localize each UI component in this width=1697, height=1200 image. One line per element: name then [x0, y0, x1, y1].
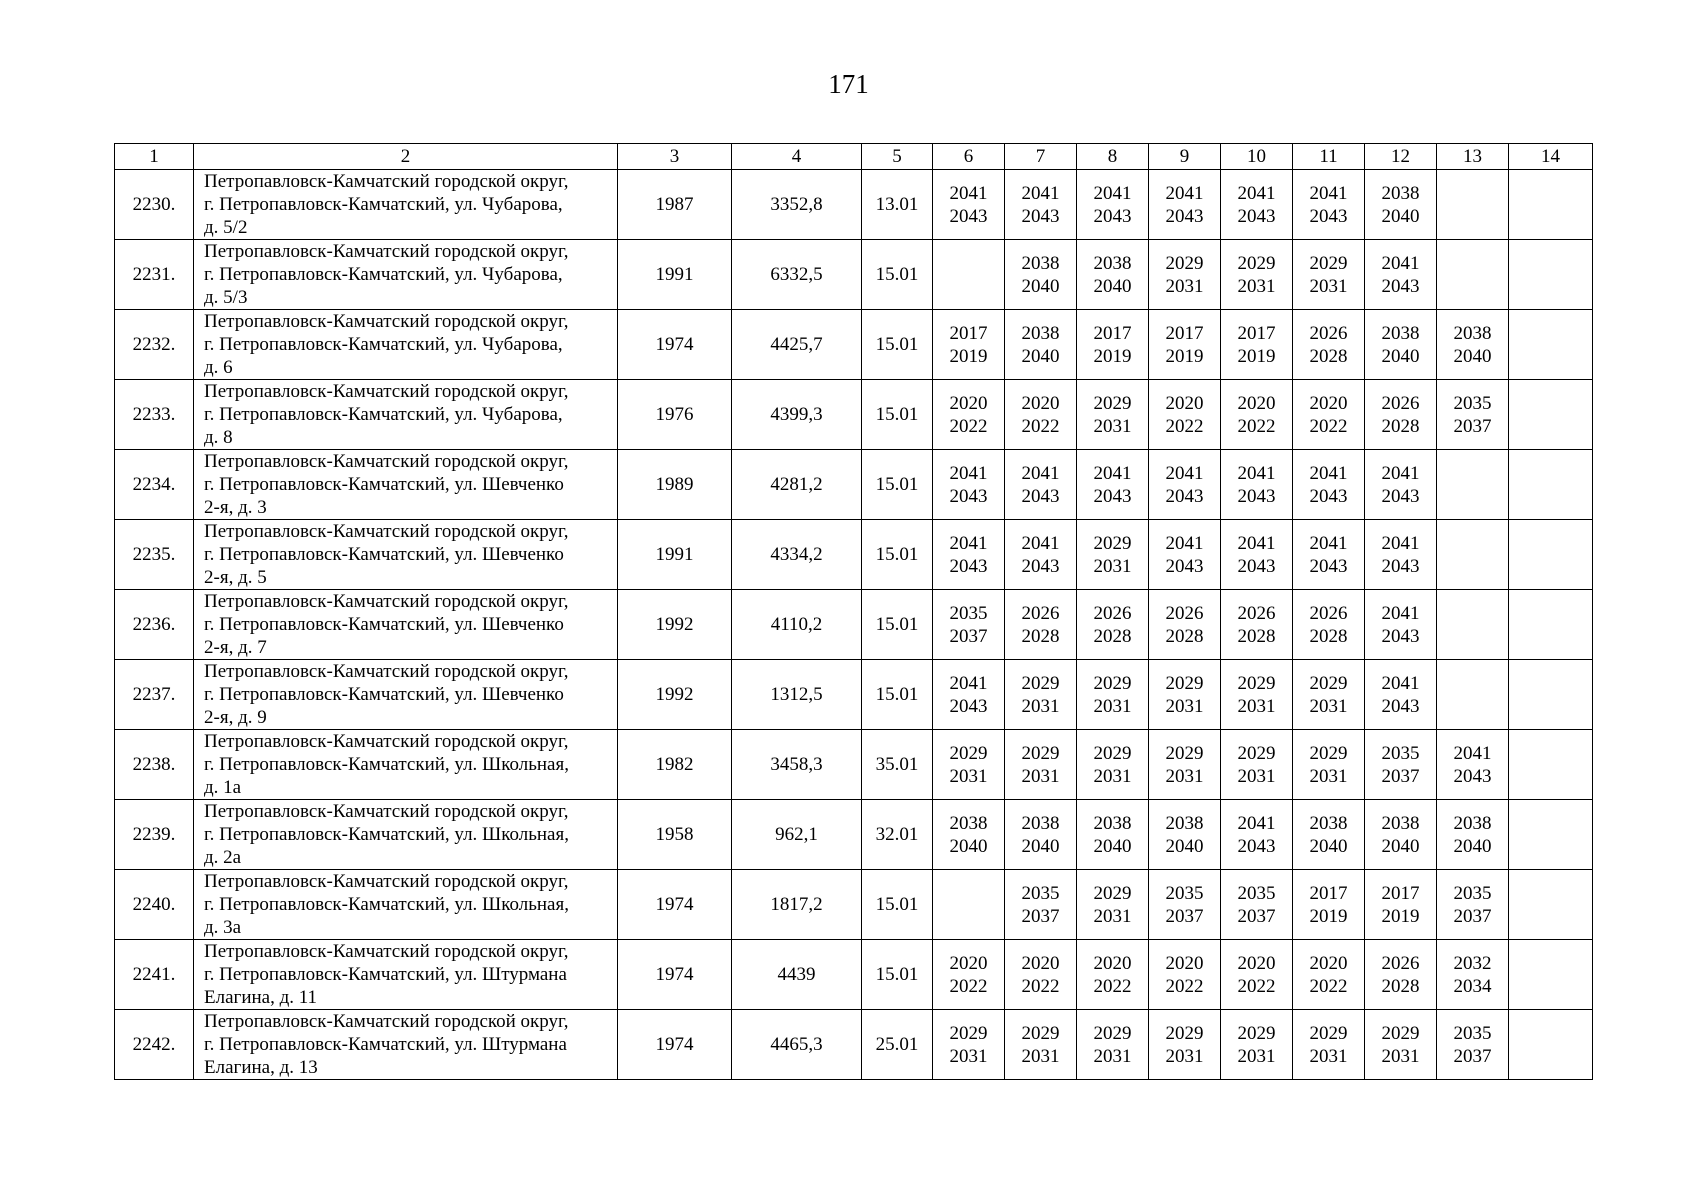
address-cell: Петропавловск-Камчатский городской округ, г. Петропавловск-Камчатский, ул. Шевченко 2-я, д. 5	[194, 520, 618, 590]
work-period-cell: 2041 2043	[1365, 520, 1437, 590]
work-period-cell: 2035 2037	[1437, 380, 1509, 450]
area-cell: 4281,2	[732, 450, 862, 520]
work-period-cell	[1509, 800, 1593, 870]
work-period-cell: 2041 2043	[1365, 450, 1437, 520]
work-period-cell: 2041 2043	[1005, 170, 1077, 240]
work-period-cell: 2035 2037	[1437, 1010, 1509, 1080]
year-built-cell: 1958	[618, 800, 732, 870]
work-period-cell: 2020 2022	[1221, 380, 1293, 450]
work-period-cell: 2038 2040	[1365, 310, 1437, 380]
work-period-cell: 2029 2031	[1005, 1010, 1077, 1080]
code-cell: 15.01	[862, 240, 933, 310]
year-built-cell: 1974	[618, 940, 732, 1010]
work-period-cell: 2038 2040	[1365, 170, 1437, 240]
table-row	[115, 450, 1593, 520]
work-period-cell: 2035 2037	[1365, 730, 1437, 800]
table-row	[115, 520, 1593, 590]
code-cell: 35.01	[862, 730, 933, 800]
work-period-cell: 2026 2028	[1293, 310, 1365, 380]
address-cell: Петропавловск-Камчатский городской округ, г. Петропавловск-Камчатский, ул. Штурмана Елагина, д. 11	[194, 940, 618, 1010]
year-built-cell: 1974	[618, 310, 732, 380]
column-header: 14	[1509, 144, 1593, 170]
area-cell: 1312,5	[732, 660, 862, 730]
year-built-cell: 1991	[618, 520, 732, 590]
work-period-cell: 2038 2040	[1365, 800, 1437, 870]
area-cell: 1817,2	[732, 870, 862, 940]
work-period-cell	[1509, 240, 1593, 310]
work-period-cell: 2038 2040	[1293, 800, 1365, 870]
work-period-cell: 2029 2031	[1221, 730, 1293, 800]
work-period-cell: 2026 2028	[1149, 590, 1221, 660]
work-period-cell: 2017 2019	[1149, 310, 1221, 380]
code-cell: 15.01	[862, 520, 933, 590]
work-period-cell: 2020 2022	[1077, 940, 1149, 1010]
work-period-cell: 2029 2031	[1005, 730, 1077, 800]
row-number-cell: 2242.	[115, 1010, 194, 1080]
area-cell: 4110,2	[732, 590, 862, 660]
work-period-cell: 2017 2019	[1221, 310, 1293, 380]
column-header: 12	[1365, 144, 1437, 170]
address-cell: Петропавловск-Камчатский городской округ, г. Петропавловск-Камчатский, ул. Чубарова, д. 6	[194, 310, 618, 380]
work-period-cell: 2038 2040	[933, 800, 1005, 870]
work-period-cell: 2029 2031	[1077, 730, 1149, 800]
year-built-cell: 1992	[618, 660, 732, 730]
code-cell: 32.01	[862, 800, 933, 870]
row-number-cell: 2238.	[115, 730, 194, 800]
table-row	[115, 1010, 1593, 1080]
work-period-cell: 2029 2031	[1077, 660, 1149, 730]
work-period-cell	[1437, 240, 1509, 310]
year-built-cell: 1976	[618, 380, 732, 450]
area-cell: 3458,3	[732, 730, 862, 800]
work-period-cell	[1509, 870, 1593, 940]
work-period-cell: 2020 2022	[1005, 380, 1077, 450]
work-period-cell: 2020 2022	[933, 940, 1005, 1010]
area-cell: 4399,3	[732, 380, 862, 450]
work-period-cell: 2038 2040	[1005, 800, 1077, 870]
year-built-cell: 1992	[618, 590, 732, 660]
table-row	[115, 800, 1593, 870]
work-period-cell	[1437, 170, 1509, 240]
work-period-cell: 2041 2043	[933, 450, 1005, 520]
work-period-cell: 2041 2043	[1293, 170, 1365, 240]
work-period-cell: 2041 2043	[1149, 450, 1221, 520]
table-row	[115, 380, 1593, 450]
table-row	[115, 590, 1593, 660]
work-period-cell: 2041 2043	[1365, 240, 1437, 310]
work-period-cell	[1509, 450, 1593, 520]
code-cell: 15.01	[862, 310, 933, 380]
column-header: 4	[732, 144, 862, 170]
work-period-cell: 2038 2040	[1077, 240, 1149, 310]
work-period-cell	[1509, 590, 1593, 660]
table-body	[115, 170, 1593, 1080]
work-period-cell: 2041 2043	[1221, 450, 1293, 520]
work-period-cell: 2038 2040	[1005, 240, 1077, 310]
work-period-cell: 2026 2028	[1365, 380, 1437, 450]
work-period-cell: 2020 2022	[1293, 380, 1365, 450]
work-period-cell: 2041 2043	[933, 170, 1005, 240]
row-number-cell: 2231.	[115, 240, 194, 310]
work-period-cell	[1509, 170, 1593, 240]
work-period-cell: 2029 2031	[1077, 380, 1149, 450]
work-period-cell: 2041 2043	[933, 520, 1005, 590]
year-built-cell: 1991	[618, 240, 732, 310]
column-header: 9	[1149, 144, 1221, 170]
address-cell: Петропавловск-Камчатский городской округ, г. Петропавловск-Камчатский, ул. Штурмана Елагина, д. 13	[194, 1010, 618, 1080]
work-period-cell: 2029 2031	[1293, 730, 1365, 800]
work-period-cell	[933, 870, 1005, 940]
address-cell: Петропавловск-Камчатский городской округ, г. Петропавловск-Камчатский, ул. Шевченко 2-я, д. 7	[194, 590, 618, 660]
work-period-cell	[1509, 660, 1593, 730]
work-period-cell	[1437, 450, 1509, 520]
address-cell: Петропавловск-Камчатский городской округ, г. Петропавловск-Камчатский, ул. Шевченко 2-я, д. 9	[194, 660, 618, 730]
work-period-cell: 2029 2031	[1149, 1010, 1221, 1080]
work-period-cell: 2029 2031	[933, 1010, 1005, 1080]
area-cell: 4425,7	[732, 310, 862, 380]
work-period-cell: 2041 2043	[1077, 170, 1149, 240]
work-period-cell: 2026 2028	[1365, 940, 1437, 1010]
work-period-cell: 2041 2043	[1149, 170, 1221, 240]
address-cell: Петропавловск-Камчатский городской округ, г. Петропавловск-Камчатский, ул. Чубарова, д. 5/2	[194, 170, 618, 240]
work-period-cell	[1509, 730, 1593, 800]
work-period-cell: 2038 2040	[1077, 800, 1149, 870]
year-built-cell: 1974	[618, 1010, 732, 1080]
area-cell: 4465,3	[732, 1010, 862, 1080]
work-period-cell: 2029 2031	[1077, 1010, 1149, 1080]
table-row	[115, 240, 1593, 310]
year-built-cell: 1987	[618, 170, 732, 240]
row-number-cell: 2232.	[115, 310, 194, 380]
work-period-cell: 2038 2040	[1437, 310, 1509, 380]
work-period-cell: 2041 2043	[1005, 520, 1077, 590]
code-cell: 15.01	[862, 450, 933, 520]
work-period-cell: 2029 2031	[933, 730, 1005, 800]
work-period-cell	[1509, 380, 1593, 450]
work-period-cell: 2041 2043	[1005, 450, 1077, 520]
code-cell: 13.01	[862, 170, 933, 240]
row-number-cell: 2236.	[115, 590, 194, 660]
work-period-cell: 2029 2031	[1293, 660, 1365, 730]
column-header: 7	[1005, 144, 1077, 170]
work-period-cell: 2038 2040	[1005, 310, 1077, 380]
code-cell: 15.01	[862, 380, 933, 450]
work-period-cell: 2020 2022	[933, 380, 1005, 450]
work-period-cell: 2041 2043	[1221, 520, 1293, 590]
table-row	[115, 730, 1593, 800]
row-number-cell: 2240.	[115, 870, 194, 940]
table-row	[115, 660, 1593, 730]
address-cell: Петропавловск-Камчатский городской округ, г. Петропавловск-Камчатский, ул. Школьная, д. 1а	[194, 730, 618, 800]
work-period-cell: 2029 2031	[1293, 240, 1365, 310]
work-period-cell: 2029 2031	[1077, 520, 1149, 590]
work-period-cell	[1509, 1010, 1593, 1080]
area-cell: 6332,5	[732, 240, 862, 310]
work-period-cell: 2029 2031	[1221, 1010, 1293, 1080]
work-period-cell	[1509, 520, 1593, 590]
work-period-cell	[1437, 520, 1509, 590]
work-period-cell: 2026 2028	[1221, 590, 1293, 660]
work-period-cell: 2035 2037	[1149, 870, 1221, 940]
work-period-cell: 2029 2031	[1149, 240, 1221, 310]
row-number-cell: 2235.	[115, 520, 194, 590]
address-cell: Петропавловск-Камчатский городской округ, г. Петропавловск-Камчатский, ул. Школьная, д. 3а	[194, 870, 618, 940]
code-cell: 15.01	[862, 590, 933, 660]
table-row	[115, 310, 1593, 380]
work-period-cell	[1509, 310, 1593, 380]
table-row	[115, 870, 1593, 940]
work-period-cell: 2017 2019	[1293, 870, 1365, 940]
work-period-cell: 2029 2031	[1365, 1010, 1437, 1080]
year-built-cell: 1974	[618, 870, 732, 940]
work-period-cell	[933, 240, 1005, 310]
address-cell: Петропавловск-Камчатский городской округ, г. Петропавловск-Камчатский, ул. Шевченко 2-я, д. 3	[194, 450, 618, 520]
work-period-cell: 2041 2043	[1293, 520, 1365, 590]
area-cell: 4334,2	[732, 520, 862, 590]
row-number-cell: 2230.	[115, 170, 194, 240]
area-cell: 4439	[732, 940, 862, 1010]
work-period-cell: 2017 2019	[1365, 870, 1437, 940]
work-period-cell: 2035 2037	[1437, 870, 1509, 940]
table-row	[115, 940, 1593, 1010]
work-period-cell: 2020 2022	[1149, 940, 1221, 1010]
table-row	[115, 170, 1593, 240]
work-period-cell: 2041 2043	[1221, 800, 1293, 870]
area-cell: 962,1	[732, 800, 862, 870]
work-period-cell: 2017 2019	[933, 310, 1005, 380]
work-period-cell: 2020 2022	[1005, 940, 1077, 1010]
year-built-cell: 1982	[618, 730, 732, 800]
work-period-cell: 2029 2031	[1293, 1010, 1365, 1080]
work-period-cell: 2017 2019	[1077, 310, 1149, 380]
work-period-cell: 2041 2043	[933, 660, 1005, 730]
row-number-cell: 2239.	[115, 800, 194, 870]
work-period-cell	[1437, 590, 1509, 660]
work-period-cell: 2041 2043	[1293, 450, 1365, 520]
work-period-cell: 2038 2040	[1437, 800, 1509, 870]
column-header: 5	[862, 144, 933, 170]
work-period-cell: 2029 2031	[1221, 240, 1293, 310]
row-number-cell: 2233.	[115, 380, 194, 450]
address-cell: Петропавловск-Камчатский городской округ, г. Петропавловск-Камчатский, ул. Чубарова, д. 8	[194, 380, 618, 450]
code-cell: 15.01	[862, 870, 933, 940]
work-period-cell: 2041 2043	[1365, 660, 1437, 730]
work-period-cell: 2041 2043	[1149, 520, 1221, 590]
work-period-cell: 2038 2040	[1149, 800, 1221, 870]
work-period-cell: 2032 2034	[1437, 940, 1509, 1010]
work-period-cell: 2029 2031	[1077, 870, 1149, 940]
work-period-cell: 2029 2031	[1149, 730, 1221, 800]
work-period-cell: 2020 2022	[1293, 940, 1365, 1010]
work-period-cell: 2041 2043	[1437, 730, 1509, 800]
work-period-cell: 2026 2028	[1293, 590, 1365, 660]
column-header: 13	[1437, 144, 1509, 170]
housing-register-table	[114, 143, 1593, 1080]
column-header: 6	[933, 144, 1005, 170]
work-period-cell: 2026 2028	[1005, 590, 1077, 660]
work-period-cell: 2020 2022	[1149, 380, 1221, 450]
code-cell: 25.01	[862, 1010, 933, 1080]
row-number-cell: 2237.	[115, 660, 194, 730]
address-cell: Петропавловск-Камчатский городской округ, г. Петропавловск-Камчатский, ул. Чубарова, д. 5/3	[194, 240, 618, 310]
column-header: 10	[1221, 144, 1293, 170]
column-number-row	[115, 144, 1593, 170]
work-period-cell: 2020 2022	[1221, 940, 1293, 1010]
page-number: 171	[828, 69, 869, 99]
code-cell: 15.01	[862, 660, 933, 730]
work-period-cell: 2029 2031	[1005, 660, 1077, 730]
column-header: 1	[115, 144, 194, 170]
work-period-cell: 2035 2037	[1005, 870, 1077, 940]
year-built-cell: 1989	[618, 450, 732, 520]
work-period-cell: 2035 2037	[933, 590, 1005, 660]
work-period-cell	[1437, 660, 1509, 730]
work-period-cell: 2029 2031	[1149, 660, 1221, 730]
column-header: 11	[1293, 144, 1365, 170]
column-header: 8	[1077, 144, 1149, 170]
work-period-cell: 2026 2028	[1077, 590, 1149, 660]
work-period-cell	[1509, 940, 1593, 1010]
row-number-cell: 2241.	[115, 940, 194, 1010]
column-header: 2	[194, 144, 618, 170]
work-period-cell: 2041 2043	[1365, 590, 1437, 660]
code-cell: 15.01	[862, 940, 933, 1010]
work-period-cell: 2041 2043	[1221, 170, 1293, 240]
address-cell: Петропавловск-Камчатский городской округ, г. Петропавловск-Камчатский, ул. Школьная, д. 2а	[194, 800, 618, 870]
work-period-cell: 2041 2043	[1077, 450, 1149, 520]
work-period-cell: 2029 2031	[1221, 660, 1293, 730]
column-header: 3	[618, 144, 732, 170]
work-period-cell: 2035 2037	[1221, 870, 1293, 940]
area-cell: 3352,8	[732, 170, 862, 240]
row-number-cell: 2234.	[115, 450, 194, 520]
